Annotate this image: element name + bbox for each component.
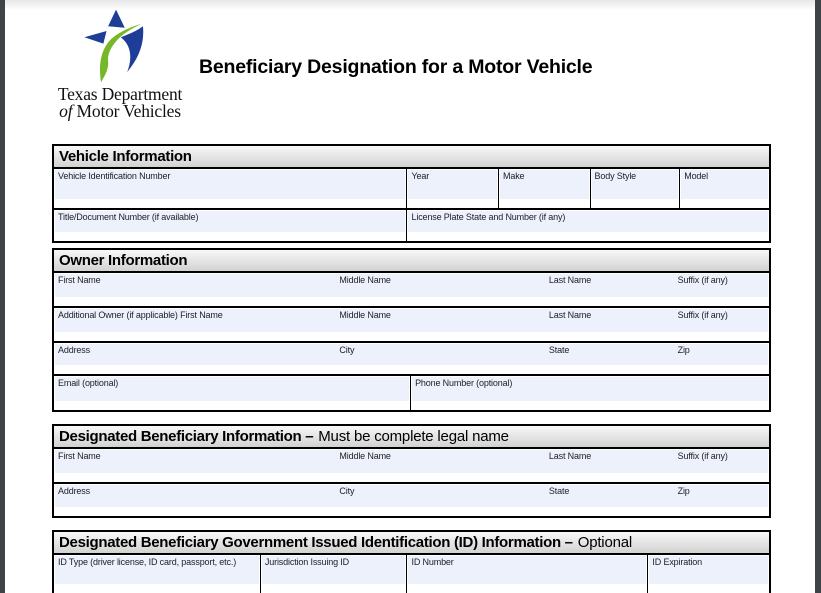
owner-first-name-label: First Name	[58, 275, 101, 285]
section-owner-information	[52, 248, 771, 412]
section-title: Designated Beneficiary Government Issued Identification (ID) Information –	[59, 534, 573, 551]
logo-line1: Texas Department	[57, 84, 183, 104]
beneficiary-city-field[interactable]	[336, 485, 545, 507]
owner-suffix-field[interactable]	[675, 274, 768, 297]
owner-last-name-field[interactable]	[546, 274, 675, 297]
beneficiary-middle-name-cell	[336, 449, 545, 482]
beneficiary-id-row	[54, 555, 769, 593]
owner-address-cell	[54, 343, 336, 374]
owner-address-field[interactable]	[55, 344, 336, 365]
owner-email-field[interactable]	[55, 377, 409, 401]
body-style-label: Body Style	[594, 171, 637, 181]
section-beneficiary-information	[52, 424, 771, 518]
beneficiary-suffix-label: Suffix (if any)	[677, 451, 728, 461]
owner-middle-name-field[interactable]	[336, 274, 545, 297]
model-label: Model	[684, 171, 708, 181]
additional-owner-middle-name-field[interactable]	[336, 309, 545, 332]
year-field[interactable]	[408, 170, 497, 199]
beneficiary-suffix-cell	[675, 449, 769, 482]
owner-middle-name-label: Middle Name	[339, 275, 391, 285]
txdmv-star-icon	[80, 8, 160, 84]
logo-line2: of Motor Vehicles	[59, 101, 181, 121]
section-header-beneficiary-information	[54, 426, 769, 449]
owner-state-field[interactable]	[546, 344, 675, 365]
owner-address-label: Address	[58, 345, 90, 355]
section-title: Designated Beneficiary Information –	[59, 428, 314, 445]
vehicle-row-1	[54, 169, 769, 208]
beneficiary-address-field[interactable]	[55, 485, 336, 507]
vin-field[interactable]	[55, 170, 405, 199]
additional-owner-first-name-field[interactable]	[55, 309, 336, 332]
section-title: Vehicle Information	[59, 148, 192, 165]
id-expiration-field[interactable]	[649, 556, 768, 584]
body-style-cell	[590, 169, 680, 208]
model-field[interactable]	[681, 170, 768, 199]
license-plate-cell	[406, 210, 769, 241]
beneficiary-state-cell	[546, 484, 675, 516]
vehicle-row-2	[54, 208, 769, 241]
additional-owner-suffix-cell	[675, 308, 769, 341]
year-label: Year	[411, 171, 430, 181]
additional-owner-suffix-field[interactable]	[675, 309, 768, 332]
beneficiary-last-name-label: Last Name	[548, 451, 592, 461]
owner-zip-cell	[675, 343, 769, 374]
title-number-label: Title/Document Number (if available)	[58, 212, 199, 222]
additional-owner-middle-name-cell	[336, 308, 545, 341]
make-cell	[498, 169, 590, 208]
owner-suffix-cell	[675, 273, 769, 306]
beneficiary-middle-name-field[interactable]	[336, 450, 545, 473]
section-subtitle: Must be complete legal name	[318, 428, 509, 445]
beneficiary-zip-label: Zip	[677, 486, 690, 496]
id-expiration-label: ID Expiration	[652, 557, 702, 567]
owner-zip-label: Zip	[677, 345, 690, 355]
section-title: Owner Information	[59, 252, 188, 269]
section-subtitle: Optional	[577, 534, 633, 551]
owner-contact-row	[54, 374, 769, 410]
section-header-vehicle-information	[54, 146, 769, 169]
additional-owner-middle-name-label: Middle Name	[339, 310, 391, 320]
license-plate-label: License Plate State and Number (if any)	[411, 212, 566, 222]
beneficiary-city-cell	[336, 484, 545, 516]
owner-city-cell	[336, 343, 545, 374]
additional-owner-name-row	[54, 306, 769, 341]
beneficiary-first-name-cell	[54, 449, 336, 482]
owner-first-name-field[interactable]	[55, 274, 336, 297]
owner-first-name-cell	[54, 273, 336, 306]
id-number-cell	[406, 555, 647, 593]
beneficiary-address-cell	[54, 484, 336, 516]
id-type-cell	[54, 555, 260, 593]
additional-owner-last-name-label: Last Name	[548, 310, 592, 320]
owner-phone-field[interactable]	[412, 377, 768, 401]
page-right-edge	[815, 0, 821, 593]
owner-email-cell	[54, 376, 410, 410]
license-plate-field[interactable]	[408, 211, 768, 232]
beneficiary-state-field[interactable]	[546, 485, 675, 507]
beneficiary-first-name-label: First Name	[58, 451, 101, 461]
owner-city-field[interactable]	[336, 344, 545, 365]
id-type-label: ID Type (driver license, ID card, passport, etc.)	[58, 557, 237, 567]
beneficiary-address-row	[54, 482, 769, 516]
section-beneficiary-id-information	[52, 530, 771, 593]
owner-last-name-cell	[546, 273, 675, 306]
beneficiary-address-label: Address	[58, 486, 90, 496]
txdmv-logo-text	[40, 86, 200, 120]
beneficiary-last-name-cell	[546, 449, 675, 482]
title-number-cell	[54, 210, 406, 241]
owner-address-row	[54, 341, 769, 374]
owner-email-label: Email (optional)	[58, 378, 119, 388]
body-style-field[interactable]	[592, 170, 679, 199]
beneficiary-state-label: State	[548, 486, 570, 496]
model-cell	[679, 169, 769, 208]
make-field[interactable]	[500, 170, 589, 199]
section-vehicle-information	[52, 144, 771, 243]
id-number-field[interactable]	[408, 556, 646, 584]
beneficiary-name-row	[54, 449, 769, 482]
vin-label: Vehicle Identification Number	[58, 171, 171, 181]
owner-zip-field[interactable]	[675, 344, 768, 365]
id-jurisdiction-label: Jurisdiction Issuing ID	[264, 557, 349, 567]
owner-phone-label: Phone Number (optional)	[415, 378, 513, 388]
id-type-field[interactable]	[55, 556, 259, 584]
section-header-beneficiary-id-information	[54, 532, 769, 555]
owner-state-label: State	[548, 345, 570, 355]
section-header-owner-information	[54, 250, 769, 273]
title-number-field[interactable]	[55, 211, 405, 232]
beneficiary-zip-field[interactable]	[675, 485, 768, 507]
page-left-edge	[0, 0, 5, 593]
id-number-label: ID Number	[411, 557, 454, 567]
page-title: Beneficiary Designation for a Motor Vehicle	[199, 56, 593, 78]
owner-phone-cell	[410, 376, 769, 410]
beneficiary-city-label: City	[339, 486, 355, 496]
txdmv-logo	[40, 8, 200, 120]
owner-state-cell	[546, 343, 675, 374]
make-label: Make	[503, 171, 525, 181]
additional-owner-first-name-label: Additional Owner (if applicable) First Name	[58, 310, 223, 320]
owner-middle-name-cell	[336, 273, 545, 306]
owner-city-label: City	[339, 345, 355, 355]
beneficiary-suffix-field[interactable]	[675, 450, 768, 473]
year-cell	[406, 169, 498, 208]
additional-owner-suffix-label: Suffix (if any)	[677, 310, 728, 320]
additional-owner-last-name-cell	[546, 308, 675, 341]
beneficiary-last-name-field[interactable]	[546, 450, 675, 473]
id-expiration-cell	[647, 555, 769, 593]
owner-name-row	[54, 273, 769, 306]
beneficiary-first-name-field[interactable]	[55, 450, 336, 473]
additional-owner-first-name-cell	[54, 308, 336, 341]
owner-last-name-label: Last Name	[548, 275, 592, 285]
vin-cell	[54, 169, 406, 208]
id-jurisdiction-field[interactable]	[262, 556, 406, 584]
beneficiary-zip-cell	[675, 484, 769, 516]
owner-suffix-label: Suffix (if any)	[677, 275, 728, 285]
additional-owner-last-name-field[interactable]	[546, 309, 675, 332]
id-jurisdiction-cell	[260, 555, 407, 593]
beneficiary-middle-name-label: Middle Name	[339, 451, 391, 461]
